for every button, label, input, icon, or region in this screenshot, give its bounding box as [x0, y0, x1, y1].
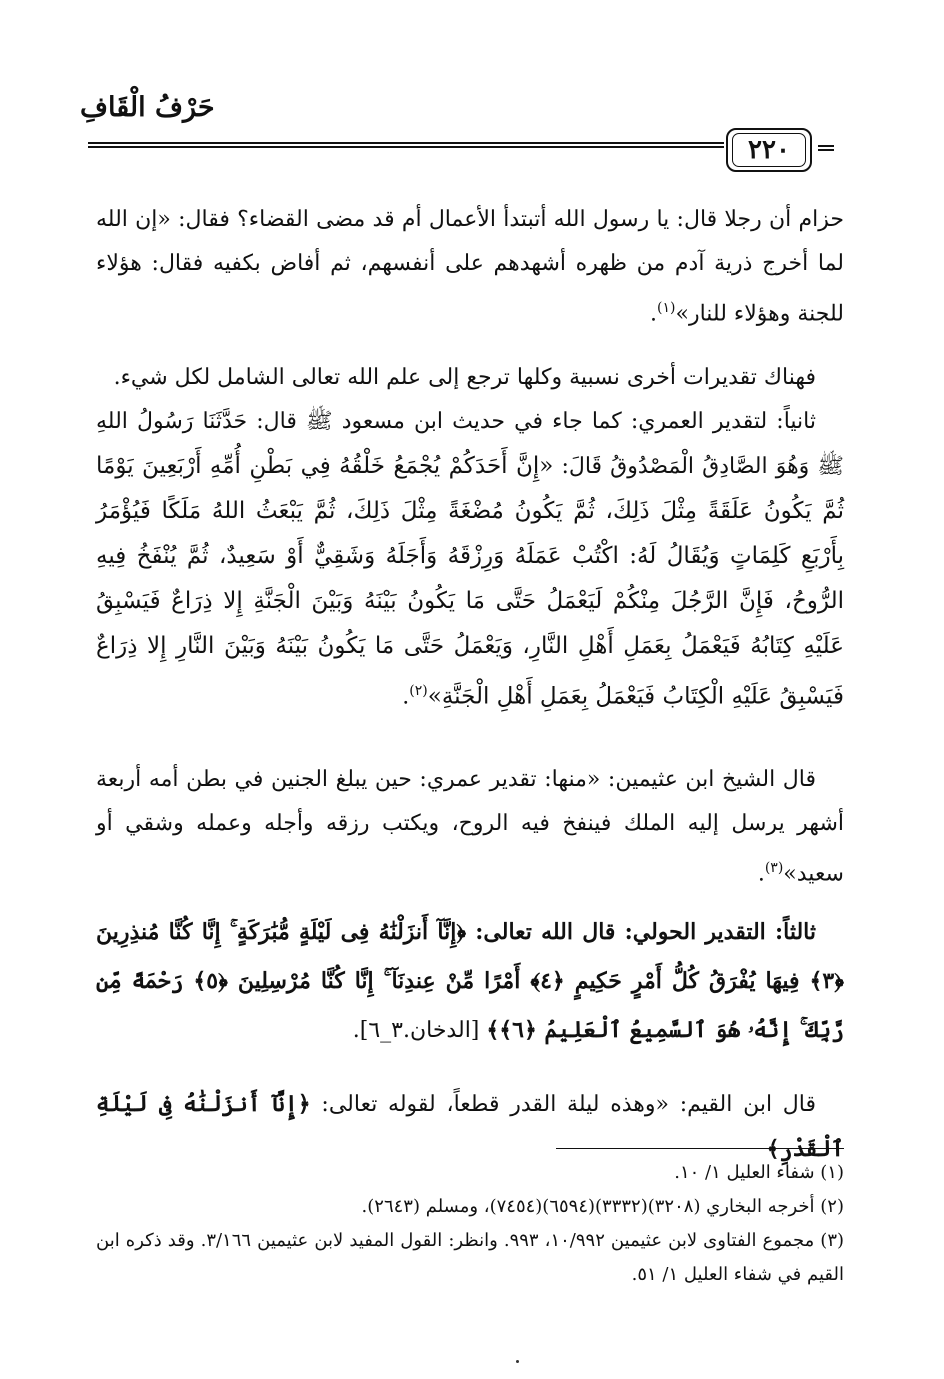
chapter-title: حَرْفُ الْقَافِ	[80, 92, 215, 123]
paragraph-3	[96, 400, 844, 719]
page-speck	[516, 1360, 519, 1363]
main-text-5	[96, 908, 844, 1055]
main-text-2	[96, 356, 844, 400]
footnote-1: (١) شفاء العليل ١/ ١٠.	[674, 1162, 844, 1183]
footnote-3: (٣) مجموع الفتاوى لابن عثيمين ١٠/٩٩٢، ٩٩٣. وانظر: القول المفيد لابن عثيمين ٣/١٦٦. وقد ذكره ابن القيم في شفاء العليل ١/ ٥١.	[96, 1230, 845, 1285]
paragraph-3-intro: ثانياً: لتقدير العمري: كما جاء في حديث ابن مسعود ﷺ قال: حَدَّثَنَا رَسُولُ اللهِ ﷺ وَهُوَ الصَّادِقُ الْمَصْدُوقُ قَالَ:	[96, 409, 844, 479]
page-number: ٢٢٠	[726, 128, 812, 172]
paragraph-4	[96, 758, 844, 896]
paragraph-2: فهناك تقديرات أخرى نسبية وكلها ترجع إلى علم الله تعالى الشامل لكل شيء.	[113, 365, 816, 390]
surah-citation: [الدخان.٣_٦].	[352, 1018, 487, 1043]
paragraph-6-intro: قال ابن القيم: «وهذه ليلة القدر قطعاً، لقوله تعالى:	[310, 1092, 817, 1117]
quran-verse-dukhan: ﴿إِنَّآ أَنزَلْنَٰهُ فِى لَيْلَةٍ مُّبَٰرَكَةٍ ۚ إِنَّا كُنَّا مُنذِرِينَ ﴿٣﴾ فِيهَا يُفْرَقُ كُلُّ أَمْرٍ حَكِيمٍ ﴿٤﴾ أَمْرًا مِّنْ عِندِنَآ ۚ إِنَّا كُنَّا مُرْسِلِينَ ﴿٥﴾ رَحْمَةً مِّن رَّبِّكَ ۚ إِنَّهُۥ هُوَ ٱلسَّمِيعُ ٱلْعَلِيمُ ﴿٦﴾﴾	[96, 919, 844, 1043]
paragraph-1	[96, 198, 844, 336]
paragraph-3-end: .	[402, 684, 410, 710]
paragraph-1-end: .	[650, 301, 658, 327]
main-text-4	[96, 758, 844, 896]
paragraph-4-text: قال الشيخ ابن عثيمين: «منها: تقدير عمري: حين يبلغ الجنين في بطن أمه أربعة أشهر يرسل إليه الملك فينفخ فيه الروح، ويكتب رزقه وأجله وعمله وشقي أو سعيد»	[96, 767, 844, 887]
header-rule-short	[818, 145, 834, 151]
header-rule	[88, 142, 724, 148]
footnotes	[96, 1156, 844, 1292]
footnote-ref-3: (٣)	[764, 860, 784, 876]
main-text-3	[96, 400, 844, 719]
hadith-text: «إِنَّ أَحَدَكُمْ يُجْمَعُ خَلْقُهُ فِي بَطْنِ أُمِّهِ أَرْبَعِينَ يَوْمًا ثُمَّ يَكُونُ عَلَقَةً مِثْلَ ذَلِكَ، ثُمَّ يَكُونُ مُضْغَةً مِثْلَ ذَلِكَ، ثُمَّ يَبْعَثُ اللهُ مَلَكًا فَيُؤْمَرُ بِأَرْبَعِ كَلِمَاتٍ وَيُقَالُ لَهُ: اكْتُبْ عَمَلَهُ وَرِزْقَهُ وَأَجَلَهُ وَشَقِيٌّ أَوْ سَعِيدٌ، ثُمَّ يُنْفَخُ فِيهِ الرُّوحُ، فَإِنَّ الرَّجُلَ مِنْكُمْ لَيَعْمَلُ حَتَّى مَا يَكُونُ بَيْنَهُ وَبَيْنَ الْجَنَّةِ إِلا ذِرَاعٌ فَيَسْبِقُ عَلَيْهِ كِتَابُهُ فَيَعْمَلُ بِعَمَلِ أَهْلِ النَّارِ، وَيَعْمَلُ حَتَّى مَا يَكُونُ بَيْنَهُ وَبَيْنَ النَّارِ إِلا ذِرَاعٌ فَيَسْبِقُ عَلَيْهِ الْكِتَابُ فَيَعْمَلُ بِعَمَلِ أَهْلِ الْجَنَّةِ»	[96, 453, 844, 710]
paragraph-5-intro: ثالثاً: التقدير الحولي: قال الله تعالى:	[466, 919, 816, 945]
paragraph-4-end: .	[757, 861, 765, 887]
footnote-ref-2: (٢)	[409, 683, 428, 699]
footnote-separator	[556, 1148, 844, 1149]
paragraph-5	[96, 908, 844, 1055]
footnote-2: (٢) أخرجه البخاري (٣٢٠٨)(٣٣٣٢)(٦٥٩٤)(٧٤٥٤)، ومسلم (٢٦٤٣).	[361, 1196, 844, 1217]
main-text	[96, 198, 844, 336]
quran-verse-qadr: ﴿إِنَّآ أَنزَلْنَٰهُ فِى لَيْلَةِ ٱلْقَدْرِ﴾	[96, 1091, 844, 1162]
footnote-ref-1: (١)	[657, 300, 676, 316]
paragraph-1-text: حزام أن رجلا قال: يا رسول الله أتبتدأ الأعمال أم قد مضى القضاء؟ فقال: «إن الله لما أخرج ذرية آدم من ظهره أشهدهم على أنفسهم، ثم أفاض بكفيه فقال: هؤلاء للجنة وهؤلاء للنار»	[96, 207, 844, 327]
